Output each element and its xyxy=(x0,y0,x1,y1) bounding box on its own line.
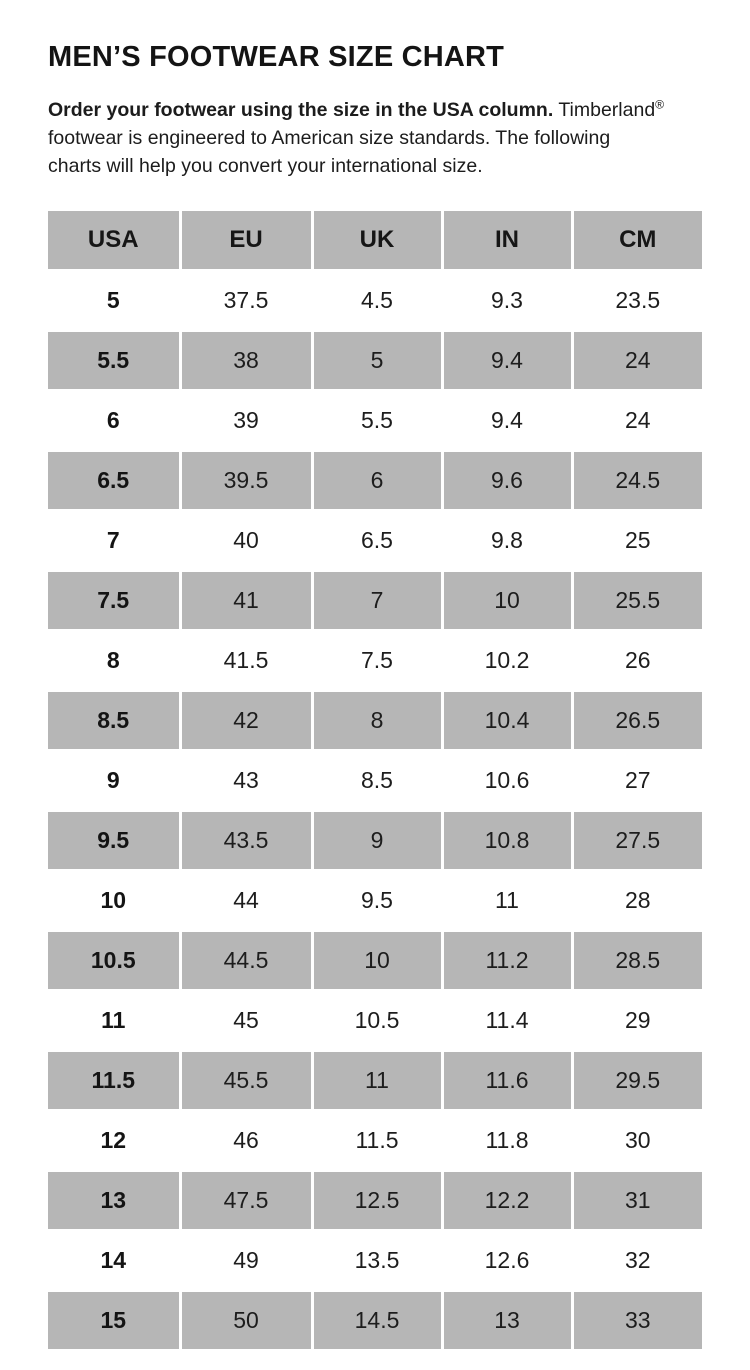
table-cell-usa: 9 xyxy=(48,750,180,810)
table-row xyxy=(48,1290,702,1350)
intro-body-pre: Timberland xyxy=(558,98,656,121)
table-row xyxy=(48,930,702,990)
table-cell-eu: 43 xyxy=(180,750,312,810)
table-cell-uk: 14.5 xyxy=(312,1290,442,1350)
table-cell-in: 10.2 xyxy=(442,630,572,690)
table-cell-cm: 26 xyxy=(572,630,702,690)
table-cell-uk: 13.5 xyxy=(312,1230,442,1290)
table-cell-cm: 25 xyxy=(572,510,702,570)
table-row xyxy=(48,450,702,510)
table-cell-in: 10.6 xyxy=(442,750,572,810)
size-conversion-table xyxy=(48,211,702,1352)
table-cell-usa: 10 xyxy=(48,870,180,930)
table-cell-cm: 26.5 xyxy=(572,690,702,750)
column-header-eu: EU xyxy=(180,211,312,271)
table-cell-cm: 24 xyxy=(572,390,702,450)
table-cell-in: 10.4 xyxy=(442,690,572,750)
table-cell-in: 9.6 xyxy=(442,450,572,510)
column-header-in: IN xyxy=(442,211,572,271)
table-cell-usa: 5.5 xyxy=(48,330,180,390)
table-cell-usa: 6 xyxy=(48,390,180,450)
table-cell-uk: 11 xyxy=(312,1050,442,1110)
table-cell-usa: 7 xyxy=(48,510,180,570)
table-cell-eu: 47.5 xyxy=(180,1170,312,1230)
table-cell-in: 9.4 xyxy=(442,330,572,390)
table-cell-uk: 8 xyxy=(312,690,442,750)
table-cell-eu: 39.5 xyxy=(180,450,312,510)
table-cell-in: 11.2 xyxy=(442,930,572,990)
table-header xyxy=(48,211,702,271)
table-cell-cm: 32 xyxy=(572,1230,702,1290)
table-cell-in: 9.4 xyxy=(442,390,572,450)
table-cell-eu: 40 xyxy=(180,510,312,570)
table-cell-uk: 5.5 xyxy=(312,390,442,450)
table-row xyxy=(48,990,702,1050)
table-cell-uk: 9 xyxy=(312,810,442,870)
table-cell-cm: 28.5 xyxy=(572,930,702,990)
table-cell-eu: 44.5 xyxy=(180,930,312,990)
table-cell-eu: 43.5 xyxy=(180,810,312,870)
table-cell-eu: 39 xyxy=(180,390,312,450)
table-cell-uk: 6.5 xyxy=(312,510,442,570)
table-cell-eu: 46 xyxy=(180,1110,312,1170)
page-title: MEN’S FOOTWEAR SIZE CHART xyxy=(48,41,505,73)
registered-mark: ® xyxy=(655,97,665,112)
table-row xyxy=(48,1170,702,1230)
table-cell-usa: 5 xyxy=(48,270,180,330)
table-cell-usa: 6.5 xyxy=(48,450,180,510)
table-cell-uk: 10.5 xyxy=(312,990,442,1050)
table-cell-uk: 5 xyxy=(312,330,442,390)
table-cell-cm: 28 xyxy=(572,870,702,930)
table-cell-in: 11.8 xyxy=(442,1110,572,1170)
table-cell-uk: 10 xyxy=(312,930,442,990)
column-header-cm: CM xyxy=(572,211,702,271)
table-cell-cm: 25.5 xyxy=(572,570,702,630)
table-cell-uk: 7.5 xyxy=(312,630,442,690)
table-cell-usa: 7.5 xyxy=(48,570,180,630)
table-cell-eu: 41.5 xyxy=(180,630,312,690)
table-row xyxy=(48,690,702,750)
table-cell-usa: 10.5 xyxy=(48,930,180,990)
table-row xyxy=(48,510,702,570)
table-cell-in: 12.6 xyxy=(442,1230,572,1290)
table-row xyxy=(48,1230,702,1290)
table-row xyxy=(48,570,702,630)
table-row xyxy=(48,270,702,330)
table-cell-in: 9.8 xyxy=(442,510,572,570)
column-header-uk: UK xyxy=(312,211,442,271)
table-cell-eu: 50 xyxy=(180,1290,312,1350)
intro-paragraph xyxy=(48,96,668,181)
table-cell-in: 9.3 xyxy=(442,270,572,330)
table-cell-eu: 41 xyxy=(180,570,312,630)
table-cell-uk: 4.5 xyxy=(312,270,442,330)
table-cell-cm: 27 xyxy=(572,750,702,810)
table-cell-uk: 11.5 xyxy=(312,1110,442,1170)
table-cell-usa: 8.5 xyxy=(48,690,180,750)
table-cell-eu: 45.5 xyxy=(180,1050,312,1110)
table-cell-uk: 9.5 xyxy=(312,870,442,930)
table-body xyxy=(48,270,702,1350)
table-cell-cm: 30 xyxy=(572,1110,702,1170)
table-cell-cm: 24.5 xyxy=(572,450,702,510)
table-row xyxy=(48,870,702,930)
table-row xyxy=(48,810,702,870)
table-row xyxy=(48,1110,702,1170)
intro-body-post: footwear is engineered to American size standards. The following charts will help you convert your international size. xyxy=(48,127,611,178)
table-cell-cm: 31 xyxy=(572,1170,702,1230)
table-cell-in: 12.2 xyxy=(442,1170,572,1230)
table-cell-cm: 29 xyxy=(572,990,702,1050)
table-cell-cm: 27.5 xyxy=(572,810,702,870)
table-cell-usa: 8 xyxy=(48,630,180,690)
table-cell-usa: 15 xyxy=(48,1290,180,1350)
table-row xyxy=(48,1050,702,1110)
table-cell-usa: 11.5 xyxy=(48,1050,180,1110)
table-cell-cm: 24 xyxy=(572,330,702,390)
table-cell-cm: 23.5 xyxy=(572,270,702,330)
table-cell-in: 11.6 xyxy=(442,1050,572,1110)
table-cell-usa: 13 xyxy=(48,1170,180,1230)
column-header-usa: USA xyxy=(48,211,180,271)
table-cell-eu: 45 xyxy=(180,990,312,1050)
table-row xyxy=(48,390,702,450)
table-row xyxy=(48,630,702,690)
table-row xyxy=(48,750,702,810)
table-cell-cm: 33 xyxy=(572,1290,702,1350)
table-cell-eu: 38 xyxy=(180,330,312,390)
table-cell-in: 11.4 xyxy=(442,990,572,1050)
table-cell-uk: 7 xyxy=(312,570,442,630)
table-cell-usa: 14 xyxy=(48,1230,180,1290)
intro-lead: Order your footwear using the size in the USA column. xyxy=(48,98,554,121)
table-cell-eu: 37.5 xyxy=(180,270,312,330)
table-cell-usa: 9.5 xyxy=(48,810,180,870)
table-cell-uk: 6 xyxy=(312,450,442,510)
table-cell-in: 11 xyxy=(442,870,572,930)
table-cell-eu: 44 xyxy=(180,870,312,930)
table-cell-usa: 12 xyxy=(48,1110,180,1170)
table-cell-cm: 29.5 xyxy=(572,1050,702,1110)
table-cell-in: 13 xyxy=(442,1290,572,1350)
table-cell-eu: 42 xyxy=(180,690,312,750)
table-row xyxy=(48,330,702,390)
table-cell-in: 10 xyxy=(442,570,572,630)
table-cell-in: 10.8 xyxy=(442,810,572,870)
table-cell-eu: 49 xyxy=(180,1230,312,1290)
table-header-row xyxy=(48,211,702,271)
table-cell-uk: 8.5 xyxy=(312,750,442,810)
table-cell-usa: 11 xyxy=(48,990,180,1050)
table-cell-uk: 12.5 xyxy=(312,1170,442,1230)
